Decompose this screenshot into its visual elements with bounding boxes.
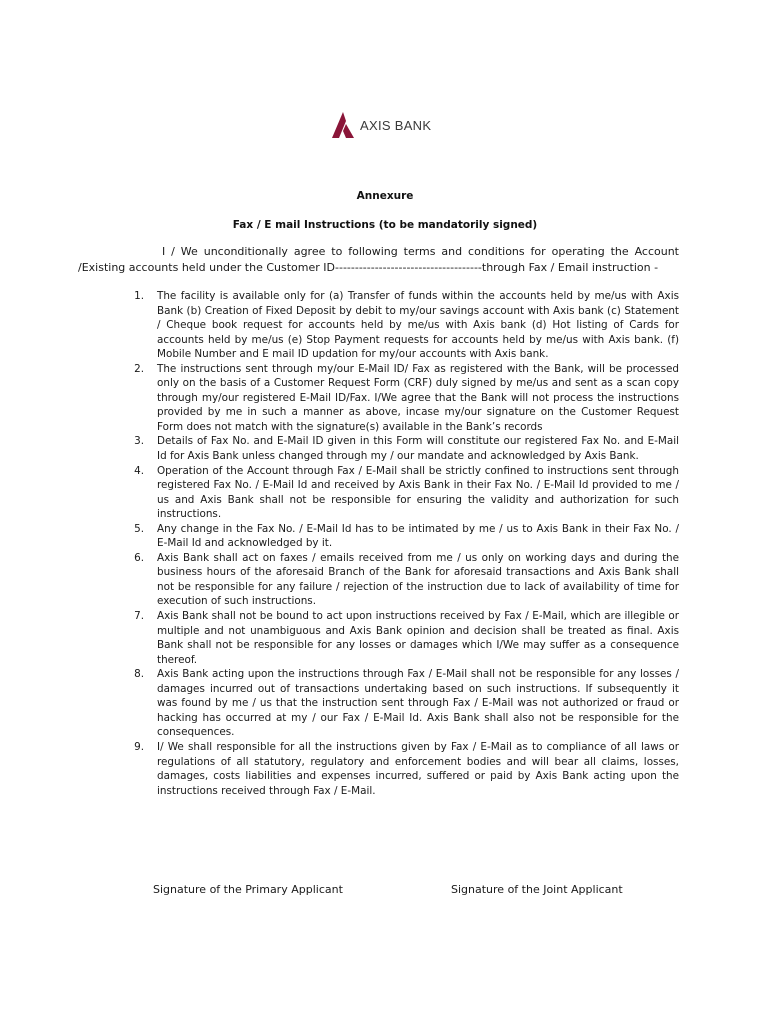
list-item — [118, 740, 679, 798]
bank-logo — [332, 112, 431, 138]
clause-text: The instructions sent through my/our E-Mail ID/ Fax as registered with the Bank, will be processed only on the basis of a Customer Request Form (CRF) duly signed by me/us and sent as a scan copy through my/our registered E-Mail ID/Fax. I/We agree that the Bank will not process the instructions provided by me in such a manner as above, incase my/our signature on the Customer Request Form does not match with the signature(s) available in the Bank’s records — [157, 362, 679, 433]
intro-text-end: through Fax / Email instruction - — [481, 261, 659, 274]
clause-number: 8. — [134, 668, 144, 681]
clause-text: Axis Bank shall act on faxes / emails received from me / us only on working days and during the business hours of the aforesaid Branch of the Bank for aforesaid transactions and Axis Bank shall not be responsible for any failure / rejection of the instruction due to lack of availability of time for execution of such instructions. — [157, 551, 679, 608]
clause-text: Axis Bank acting upon the instructions through Fax / E-Mail shall not be responsible for any losses / damages incurred out of transactions undertaking based on such instructions. If subsequently it was found by me / us that the instruction sent through Fax / E-Mail was not authorized or fraud or hacking has occurred at my / our Fax / E-Mail Id. Axis Bank shall also not be responsible for the consequences. — [157, 668, 679, 739]
list-item — [118, 667, 679, 740]
page-title: Annexure — [356, 190, 414, 202]
bank-name: AXIS BANK — [360, 117, 432, 133]
clause-number: 3. — [134, 435, 144, 448]
list-item — [118, 289, 679, 362]
list-item — [118, 551, 679, 609]
terms-list — [118, 289, 679, 798]
clause-text: Any change in the Fax No. / E-Mail Id has to be intimated by me / us to Axis Bank in their Fax No. / E-Mail Id and acknowledged by it. — [157, 522, 679, 550]
clause-number: 2. — [134, 362, 144, 375]
primary-applicant-signature[interactable]: Signature of the Primary Applicant — [153, 883, 343, 896]
list-item — [118, 362, 679, 435]
list-item — [118, 522, 679, 551]
clause-text: Details of Fax No. and E-Mail ID given in this Form will constitute our registered Fax No. and E-Mail Id for Axis Bank unless changed through my / our mandate and acknowledged by Axis Bank. — [157, 435, 679, 463]
list-item — [118, 434, 679, 463]
clause-number: 5. — [134, 522, 144, 535]
intro-paragraph — [78, 244, 679, 276]
clause-text: I/ We shall responsible for all the instructions given by Fax / E-Mail as to compliance of all laws or regulations of all statutory, regulatory and enforcement bodies and will bear all claims, losses, damages, costs liabilities and expenses incurred, suffered or paid by Axis Bank acting upon the instructions received through Fax / E-Mail. — [157, 740, 679, 797]
clause-text: Axis Bank shall not be bound to act upon instructions received by Fax / E-Mail, which are illegible or multiple and not unambiguous and Axis Bank opinion and decision shall be treated as final. Axis Bank shall not be responsible for any losses or damages which I/We may suffer as a consequence thereof. — [157, 610, 679, 666]
joint-applicant-signature[interactable]: Signature of the Joint Applicant — [451, 883, 623, 896]
clause-text: Operation of the Account through Fax / E-Mail shall be strictly confined to instructions sent through registered Fax No. / E-Mail Id and received by Axis Bank in their Fax No. / E-Mail Id provided to me / us and Axis Bank shall not be responsible for ensuring the validity and authorization for such instructions. — [157, 464, 679, 521]
clause-text: The facility is available only for (a) Transfer of funds within the accounts held by me/us with Axis Bank (b) Creation of Fixed Deposit by debit to my/our savings account with Axis bank (c) Statement / Cheque book request for accounts held by me/us with Axis bank (d) Hot listing of Cards for accounts held by me/us (e) Stop Payment requests for accounts held by me/us with Axis bank. (f) Mobile Number and E mail ID updation for my/our accounts with Axis bank. — [157, 290, 679, 361]
clause-number: 6. — [134, 551, 144, 564]
clause-number: 9. — [134, 740, 144, 753]
customer-id-blank[interactable]: ------------------------------------- — [335, 261, 482, 274]
clause-number: 4. — [134, 464, 144, 477]
clause-number: 7. — [134, 610, 144, 623]
list-item — [118, 609, 679, 667]
axis-bank-logo-icon — [332, 112, 354, 138]
page-subtitle: Fax / E mail Instructions (to be mandatorily signed) — [232, 219, 538, 231]
clause-number: 1. — [134, 290, 144, 302]
list-item — [118, 464, 679, 522]
intro-text: I / We unconditionally agree to following terms and conditions for operating the Account /Existing accounts held under the Customer ID — [78, 245, 679, 274]
